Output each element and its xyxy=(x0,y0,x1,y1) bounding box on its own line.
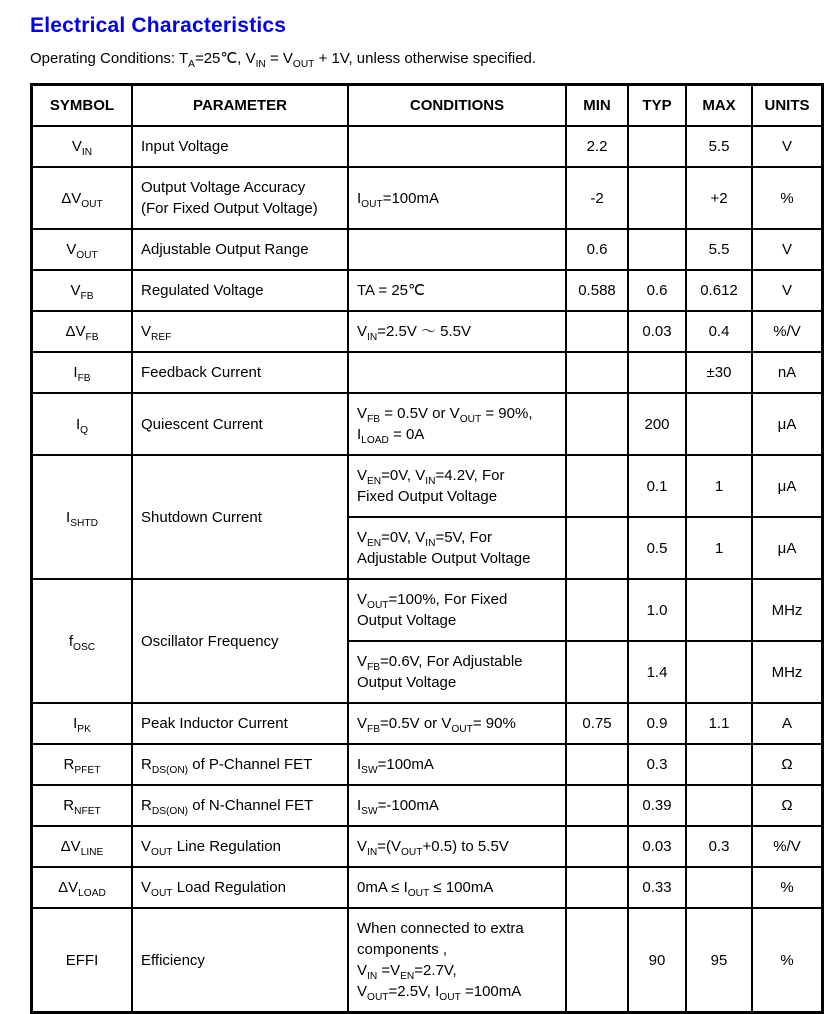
cell-symbol: $V_{FB}$ xyxy=(32,270,133,311)
cell-units: μA xyxy=(752,517,823,579)
cell-units: %/V xyxy=(752,311,823,352)
table-row xyxy=(32,311,823,352)
cell-units: %/V xyxy=(752,826,823,867)
cell-symbol: $I_Q$ xyxy=(32,393,133,455)
page-title: Electrical Characteristics xyxy=(30,14,287,37)
header-row xyxy=(32,85,823,127)
cell-units: V xyxy=(752,270,823,311)
cell-max: ±30 xyxy=(686,352,752,393)
cell-units: MHz xyxy=(752,579,823,641)
cell-min: 0.6 xyxy=(566,229,628,270)
cell-typ xyxy=(628,126,686,167)
cell-max xyxy=(686,579,752,641)
cell-conditions: $V_{IN}=2.5V$ ～ 5.5V xyxy=(348,311,566,352)
cell-min xyxy=(566,455,628,517)
cell-conditions: $I_{SW}=100mA$ xyxy=(348,744,566,785)
cell-parameter: Quiescent Current xyxy=(132,393,348,455)
cell-parameter: Regulated Voltage xyxy=(132,270,348,311)
cell-conditions: $V_{EN}=0V$, $V_{IN}=4.2V$, For Fixed Output Voltage xyxy=(348,455,566,517)
cell-units: % xyxy=(752,167,823,229)
cell-units: MHz xyxy=(752,641,823,703)
cell-min xyxy=(566,579,628,641)
cell-units: μA xyxy=(752,455,823,517)
cell-typ: 0.33 xyxy=(628,867,686,908)
cell-conditions: $0mA \le I_{OUT} \le 100mA$ xyxy=(348,867,566,908)
table-row xyxy=(32,703,823,744)
cell-min: -2 xyxy=(566,167,628,229)
cell-max xyxy=(686,785,752,826)
cell-max xyxy=(686,867,752,908)
cell-max: 0.4 xyxy=(686,311,752,352)
cell-units: % xyxy=(752,908,823,1013)
cell-max: 5.5 xyxy=(686,229,752,270)
cell-typ: 200 xyxy=(628,393,686,455)
cell-max: 0.612 xyxy=(686,270,752,311)
cell-typ: 0.03 xyxy=(628,311,686,352)
cell-conditions: $I_{OUT}=100mA$ xyxy=(348,167,566,229)
table-row xyxy=(32,826,823,867)
column-header-typ: TYP xyxy=(628,85,686,127)
cell-max: +2 xyxy=(686,167,752,229)
table-header xyxy=(32,85,823,127)
cell-symbol: $V_{OUT}$ xyxy=(32,229,133,270)
cell-min: 0.75 xyxy=(566,703,628,744)
cell-max xyxy=(686,744,752,785)
cell-max: 1 xyxy=(686,455,752,517)
cell-typ: 0.9 xyxy=(628,703,686,744)
cell-parameter: $V_{OUT}$ Load Regulation xyxy=(132,867,348,908)
cell-conditions: TA = 25℃ xyxy=(348,270,566,311)
cell-min xyxy=(566,785,628,826)
cell-min xyxy=(566,908,628,1013)
table-row xyxy=(32,167,823,229)
column-header-max: MAX xyxy=(686,85,752,127)
cell-parameter: Shutdown Current xyxy=(132,455,348,579)
electrical-characteristics-table xyxy=(30,83,824,1014)
cell-typ: 1.0 xyxy=(628,579,686,641)
cell-symbol: $\Delta V_{LINE}$ xyxy=(32,826,133,867)
table-row xyxy=(32,867,823,908)
cell-parameter: $R_{DS(ON)}$ of P-Channel FET xyxy=(132,744,348,785)
cell-symbol: $\Delta V_{FB}$ xyxy=(32,311,133,352)
cell-units: Ω xyxy=(752,744,823,785)
cell-typ xyxy=(628,167,686,229)
cell-symbol: $I_{FB}$ xyxy=(32,352,133,393)
cell-min xyxy=(566,867,628,908)
column-header-parameter: PARAMETER xyxy=(132,85,348,127)
cell-max xyxy=(686,641,752,703)
cell-parameter: Adjustable Output Range xyxy=(132,229,348,270)
column-header-units: UNITS xyxy=(752,85,823,127)
cell-symbol: $\Delta V_{OUT}$ xyxy=(32,167,133,229)
cell-units: % xyxy=(752,867,823,908)
table-row xyxy=(32,126,823,167)
cell-conditions: $V_{IN}=(V_{OUT}+0.5)$ to 5.5V xyxy=(348,826,566,867)
table-row xyxy=(32,393,823,455)
table-body xyxy=(32,126,823,1013)
cell-parameter: Oscillator Frequency xyxy=(132,579,348,703)
cell-max: 1.1 xyxy=(686,703,752,744)
cell-typ: 1.4 xyxy=(628,641,686,703)
cell-symbol: $R_{PFET}$ xyxy=(32,744,133,785)
cell-units: μA xyxy=(752,393,823,455)
cell-conditions xyxy=(348,229,566,270)
cell-conditions: $V_{FB} = 0.5V$ or $V_{OUT} = 90\%$, $I_{LOAD} = 0A$ xyxy=(348,393,566,455)
table-row xyxy=(32,744,823,785)
operating-conditions-note: Operating Conditions: $T_A=25℃$, $V_{IN} = V_{OUT} + 1V$, unless otherwise specified. xyxy=(30,50,537,70)
cell-symbol: $I_{SHTD}$ xyxy=(32,455,133,579)
cell-symbol: EFFI xyxy=(32,908,133,1013)
cell-min xyxy=(566,352,628,393)
cell-max xyxy=(686,393,752,455)
table-row xyxy=(32,455,823,517)
cell-typ xyxy=(628,352,686,393)
cell-symbol: $f_{OSC}$ xyxy=(32,579,133,703)
cell-parameter: Peak Inductor Current xyxy=(132,703,348,744)
cell-typ: 0.5 xyxy=(628,517,686,579)
cell-typ: 0.6 xyxy=(628,270,686,311)
cell-min: 0.588 xyxy=(566,270,628,311)
cell-typ: 0.03 xyxy=(628,826,686,867)
cell-symbol: $V_{IN}$ xyxy=(32,126,133,167)
cell-conditions: $I_{SW}=-100mA$ xyxy=(348,785,566,826)
table-row xyxy=(32,908,823,1013)
cell-units: V xyxy=(752,126,823,167)
cell-max: 1 xyxy=(686,517,752,579)
cell-parameter: $V_{REF}$ xyxy=(132,311,348,352)
cell-min: 2.2 xyxy=(566,126,628,167)
cell-conditions xyxy=(348,352,566,393)
cell-typ: 0.3 xyxy=(628,744,686,785)
cell-parameter: Feedback Current xyxy=(132,352,348,393)
cell-min xyxy=(566,641,628,703)
cell-parameter: Efficiency xyxy=(132,908,348,1013)
cell-typ: 0.1 xyxy=(628,455,686,517)
cell-min xyxy=(566,826,628,867)
cell-min xyxy=(566,311,628,352)
cell-min xyxy=(566,517,628,579)
cell-min xyxy=(566,744,628,785)
cell-typ xyxy=(628,229,686,270)
cell-parameter: $R_{DS(ON)}$ of N-Channel FET xyxy=(132,785,348,826)
cell-min xyxy=(566,393,628,455)
column-header-min: MIN xyxy=(566,85,628,127)
cell-conditions: $V_{EN}=0V$, $V_{IN}=5V$, For Adjustable Output Voltage xyxy=(348,517,566,579)
cell-conditions: $V_{FB}=0.5V$ or $V_{OUT}= 90\%$ xyxy=(348,703,566,744)
column-header-conditions: CONDITIONS xyxy=(348,85,566,127)
column-header-symbol: SYMBOL xyxy=(32,85,133,127)
cell-symbol: $R_{NFET}$ xyxy=(32,785,133,826)
table-row xyxy=(32,352,823,393)
table-row xyxy=(32,579,823,641)
cell-max: 0.3 xyxy=(686,826,752,867)
cell-units: A xyxy=(752,703,823,744)
cell-symbol: $\Delta V_{LOAD}$ xyxy=(32,867,133,908)
table-row xyxy=(32,229,823,270)
cell-conditions: $V_{FB}=0.6V$, For Adjustable Output Voltage xyxy=(348,641,566,703)
table-row xyxy=(32,270,823,311)
cell-max: 5.5 xyxy=(686,126,752,167)
cell-typ: 0.39 xyxy=(628,785,686,826)
cell-parameter: $V_{OUT}$ Line Regulation xyxy=(132,826,348,867)
cell-max: 95 xyxy=(686,908,752,1013)
cell-typ: 90 xyxy=(628,908,686,1013)
cell-units: V xyxy=(752,229,823,270)
cell-conditions: When connected to extra components , $V_{IN} =V_{EN}=2.7V$, $V_{OUT}=2.5V$, $I_{OUT} =100mA$ xyxy=(348,908,566,1013)
cell-units: Ω xyxy=(752,785,823,826)
cell-units: nA xyxy=(752,352,823,393)
cell-conditions: $V_{OUT}=100\%$, For Fixed Output Voltage xyxy=(348,579,566,641)
table-row xyxy=(32,785,823,826)
cell-parameter: Input Voltage xyxy=(132,126,348,167)
cell-parameter: Output Voltage Accuracy (For Fixed Output Voltage) xyxy=(132,167,348,229)
cell-symbol: $I_{PK}$ xyxy=(32,703,133,744)
cell-conditions xyxy=(348,126,566,167)
